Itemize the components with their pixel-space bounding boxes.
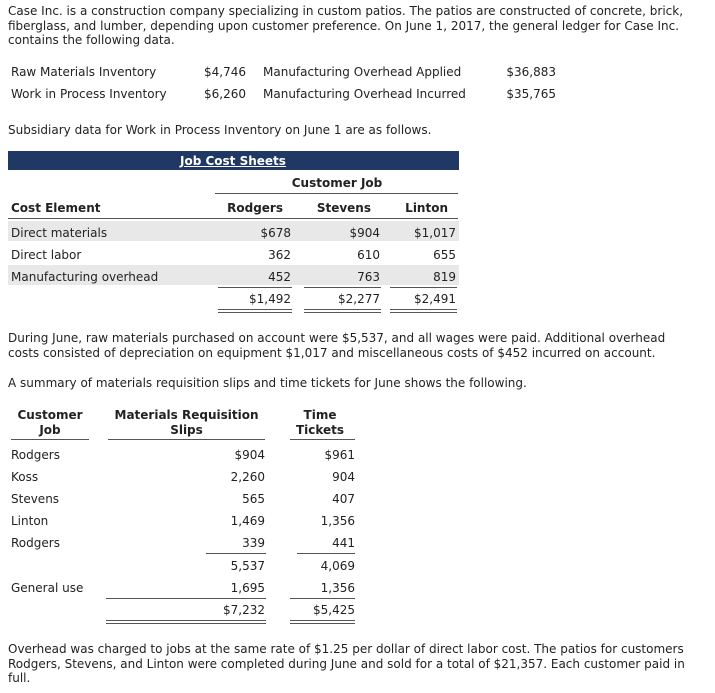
cell-stevens: $904	[349, 226, 380, 240]
row-label-direct-labor: Direct labor	[11, 248, 82, 262]
total-rule	[304, 287, 381, 288]
subsidiary-intro: Subsidiary data for Work in Process Inventory on June 1 are as follows.	[8, 123, 432, 137]
cell-tickets: 904	[332, 470, 355, 484]
cell-tickets: 407	[332, 492, 355, 506]
subtotal-rule	[206, 553, 266, 554]
row-label-general-use: General use	[11, 581, 84, 595]
col-time-line1: Time	[303, 408, 337, 422]
cell-stevens: 610	[357, 248, 380, 262]
ledger-value-raw-materials: $4,746	[204, 65, 246, 79]
total-rule	[290, 598, 355, 599]
cell-slips: 2,260	[230, 470, 265, 484]
cell-rodgers: 452	[268, 270, 291, 284]
subtotal-tickets: 4,069	[320, 559, 355, 573]
closing-paragraph: Overhead was charged to jobs at the same rate of $1.25 per dollar of direct labor cost. The patios for customers Rodgers, Stevens, and Linton were completed during June and sold for a total of $21,357. Each customer paid in full.	[8, 642, 685, 685]
header-rule	[108, 439, 265, 440]
total-rule	[390, 287, 457, 288]
row-label-stevens: Stevens	[11, 492, 60, 506]
total-slips: $7,232	[223, 603, 265, 617]
job-cost-title: Job Cost Sheets	[180, 154, 286, 168]
double-rule	[304, 309, 381, 313]
double-rule	[290, 620, 355, 624]
customer-job-rule	[215, 193, 458, 194]
col-linton: Linton	[405, 201, 448, 215]
cell-linton: $1,017	[414, 226, 456, 240]
col-customer-job-line1: Customer	[17, 408, 83, 422]
row-label-linton: Linton	[11, 514, 49, 528]
col-time-tickets	[290, 408, 350, 437]
row-label-rodgers: Rodgers	[11, 448, 60, 462]
cell-tickets: $961	[324, 448, 355, 462]
ledger-label-raw-materials: Raw Materials Inventory	[11, 65, 157, 79]
cell-rodgers: $678	[260, 226, 291, 240]
col-time-line2: Tickets	[295, 423, 345, 437]
cell-slips: 339	[242, 536, 265, 550]
ledger-label-work-in-process: Work in Process Inventory	[11, 87, 167, 101]
row-label-manufacturing-overhead: Manufacturing overhead	[11, 270, 159, 284]
summary-intro: A summary of materials requisition slips and time tickets for June shows the following.	[8, 376, 527, 390]
cell-linton: 655	[433, 248, 456, 262]
total-stevens: $2,277	[338, 292, 380, 306]
june-paragraph: During June, raw materials purchased on account were $5,537, and all wages were paid. Additional overhead costs consisted of depreciation on equipment $1,017 and miscellaneous costs of $452 incurred on account.	[8, 331, 666, 360]
double-rule	[106, 620, 266, 624]
row-label-koss: Koss	[11, 470, 39, 484]
cell-tickets: 1,356	[320, 514, 355, 528]
total-linton: $2,491	[414, 292, 456, 306]
cell-stevens: 763	[357, 270, 380, 284]
ledger-label-overhead-applied: Manufacturing Overhead Applied	[263, 65, 462, 79]
total-rule	[218, 287, 292, 288]
total-rodgers: $1,492	[249, 292, 291, 306]
total-tickets: $5,425	[313, 603, 355, 617]
col-materials-requisition	[108, 408, 265, 437]
cell-slips: 1,469	[230, 514, 265, 528]
header-rule	[11, 439, 89, 440]
double-rule	[218, 309, 292, 313]
double-rule	[390, 309, 457, 313]
customer-job-header: Customer Job	[291, 176, 383, 190]
cell-slips: 565	[242, 492, 265, 506]
cell-tickets: 441	[332, 536, 355, 550]
col-rodgers: Rodgers	[227, 201, 283, 215]
col-cost-element: Cost Element	[11, 201, 101, 215]
total-rule	[106, 598, 266, 599]
ledger-value-work-in-process: $6,260	[204, 87, 246, 101]
general-slips: 1,695	[230, 581, 265, 595]
row-label-direct-materials: Direct materials	[11, 226, 108, 240]
col-materials-line2: Slips	[170, 423, 203, 437]
cell-rodgers: 362	[268, 248, 291, 262]
col-customer-job	[11, 408, 89, 437]
col-stevens: Stevens	[316, 201, 371, 215]
general-tickets: 1,356	[320, 581, 355, 595]
job-cost-header-rule	[8, 218, 458, 219]
intro-paragraph: Case Inc. is a construction company specializing in custom patios. The patios are constructed of concrete, brick, fiberglass, and lumber, depending upon customer preference. On June 1, 2017, the general ledger for Case Inc. contains the following data.	[8, 4, 684, 47]
subtotal-rule	[297, 553, 355, 554]
col-materials-line1: Materials Requisition	[114, 408, 259, 422]
ledger-value-overhead-incurred: $35,765	[506, 87, 556, 101]
row-label-rodgers-2: Rodgers	[11, 536, 60, 550]
subtotal-slips: 5,537	[230, 559, 265, 573]
cell-linton: 819	[433, 270, 456, 284]
col-customer-job-line2: Job	[39, 423, 61, 437]
ledger-label-overhead-incurred: Manufacturing Overhead Incurred	[263, 87, 466, 101]
cell-slips: $904	[234, 448, 265, 462]
ledger-value-overhead-applied: $36,883	[506, 65, 556, 79]
header-rule	[290, 439, 355, 440]
